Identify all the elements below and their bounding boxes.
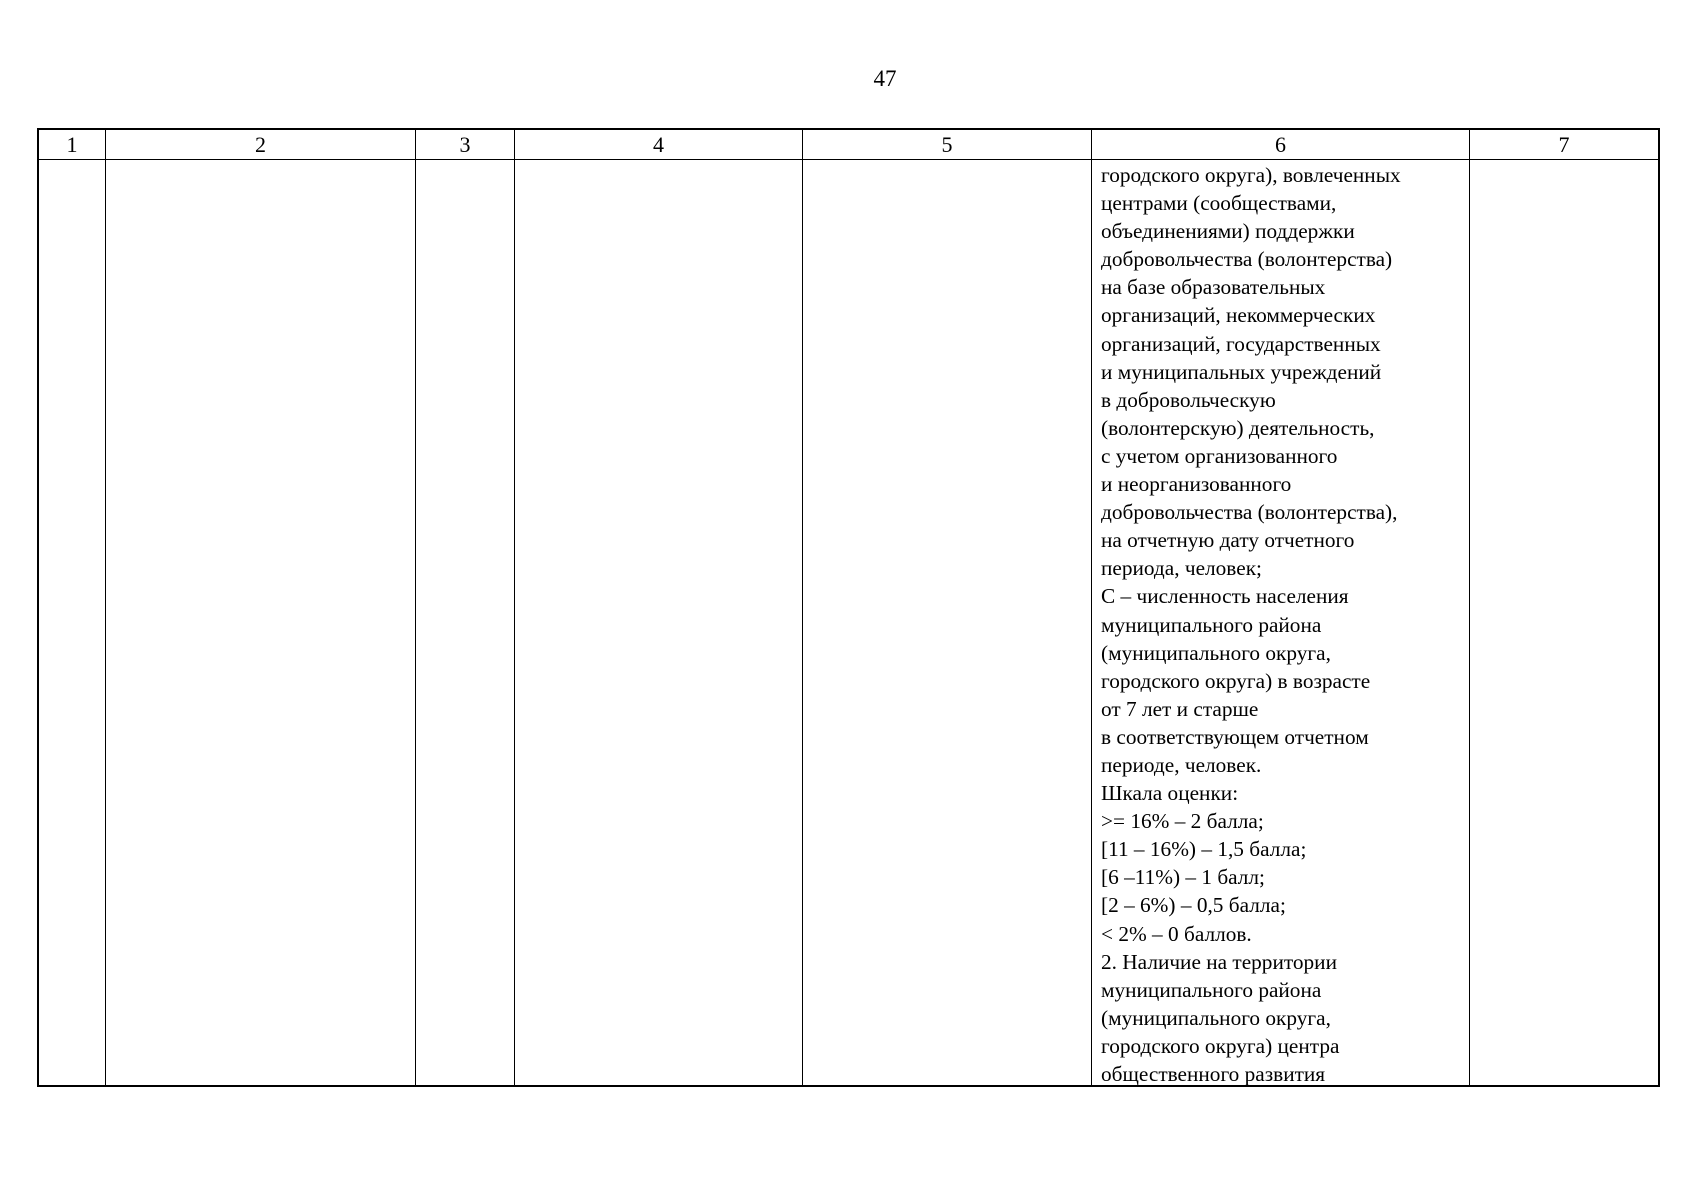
column-divider (1091, 130, 1092, 1085)
text-line: Шкала оценки: (1101, 781, 1239, 806)
text-line: муниципального района (1101, 612, 1322, 637)
table-cell-col4 (515, 160, 802, 1085)
text-line: (волонтерскую) деятельность, (1101, 415, 1375, 440)
text-line: общественного развития (1101, 1062, 1326, 1086)
text-line: (муниципального округа, (1101, 1005, 1331, 1030)
text-line: С – численность населения (1101, 584, 1349, 609)
text-line: [2 – 6%) – 0,5 балла; (1101, 893, 1286, 918)
text-line: с учетом организованного (1101, 443, 1338, 468)
text-line: [6 –11%) – 1 балл; (1101, 865, 1265, 890)
text-line: центрами (сообществами, (1101, 191, 1337, 216)
text-line: 2. Наличие на территории (1101, 949, 1337, 974)
column-header-2: 2 (255, 131, 266, 157)
column-header-7: 7 (1558, 131, 1570, 157)
column-header-5: 5 (941, 131, 953, 157)
table-cell-col7 (1470, 160, 1658, 1085)
text-line: (муниципального округа, (1101, 640, 1331, 665)
text-line: добровольчества (волонтерства) (1101, 247, 1393, 272)
text-line: и неорганизованного (1101, 472, 1292, 497)
text-line: организаций, государственных (1101, 331, 1381, 356)
text-line: муниципального района (1101, 977, 1322, 1002)
table-cell-col3 (416, 160, 514, 1085)
column-header-1: 1 (66, 131, 78, 157)
column-header-6: 6 (1275, 131, 1286, 157)
text-line: [11 – 16%) – 1,5 балла; (1101, 837, 1307, 862)
text-line: и муниципальных учреждений (1101, 359, 1382, 384)
text-line: в соответствующем отчетном (1101, 724, 1369, 749)
text-line: объединениями) поддержки (1101, 219, 1355, 244)
text-line: добровольчества (волонтерства), (1101, 500, 1398, 525)
table-cell-col5 (803, 160, 1091, 1085)
page-number: 47 (873, 66, 897, 91)
table-cell-col2 (106, 160, 415, 1085)
table-cell-col6 (1101, 161, 1471, 1088)
text-line: >= 16% – 2 балла; (1101, 809, 1264, 834)
text-line: городского округа) в возрасте (1101, 668, 1371, 693)
column-header-3: 3 (459, 131, 471, 157)
text-line: городского округа), вовлеченных (1101, 163, 1401, 187)
text-line: периода, человек; (1101, 556, 1262, 581)
text-line: городского округа) центра (1101, 1033, 1340, 1058)
text-line: на отчетную дату отчетного (1101, 528, 1355, 553)
text-line: на базе образовательных (1101, 275, 1326, 300)
table-cell-col1 (39, 160, 105, 1085)
text-line: < 2% – 0 баллов. (1101, 921, 1252, 946)
text-line: периоде, человек. (1101, 752, 1262, 777)
text-line: от 7 лет и старше (1101, 696, 1259, 721)
text-line: в добровольческую (1101, 387, 1276, 412)
text-line: организаций, некоммерческих (1101, 303, 1376, 328)
column-header-4: 4 (653, 131, 664, 157)
